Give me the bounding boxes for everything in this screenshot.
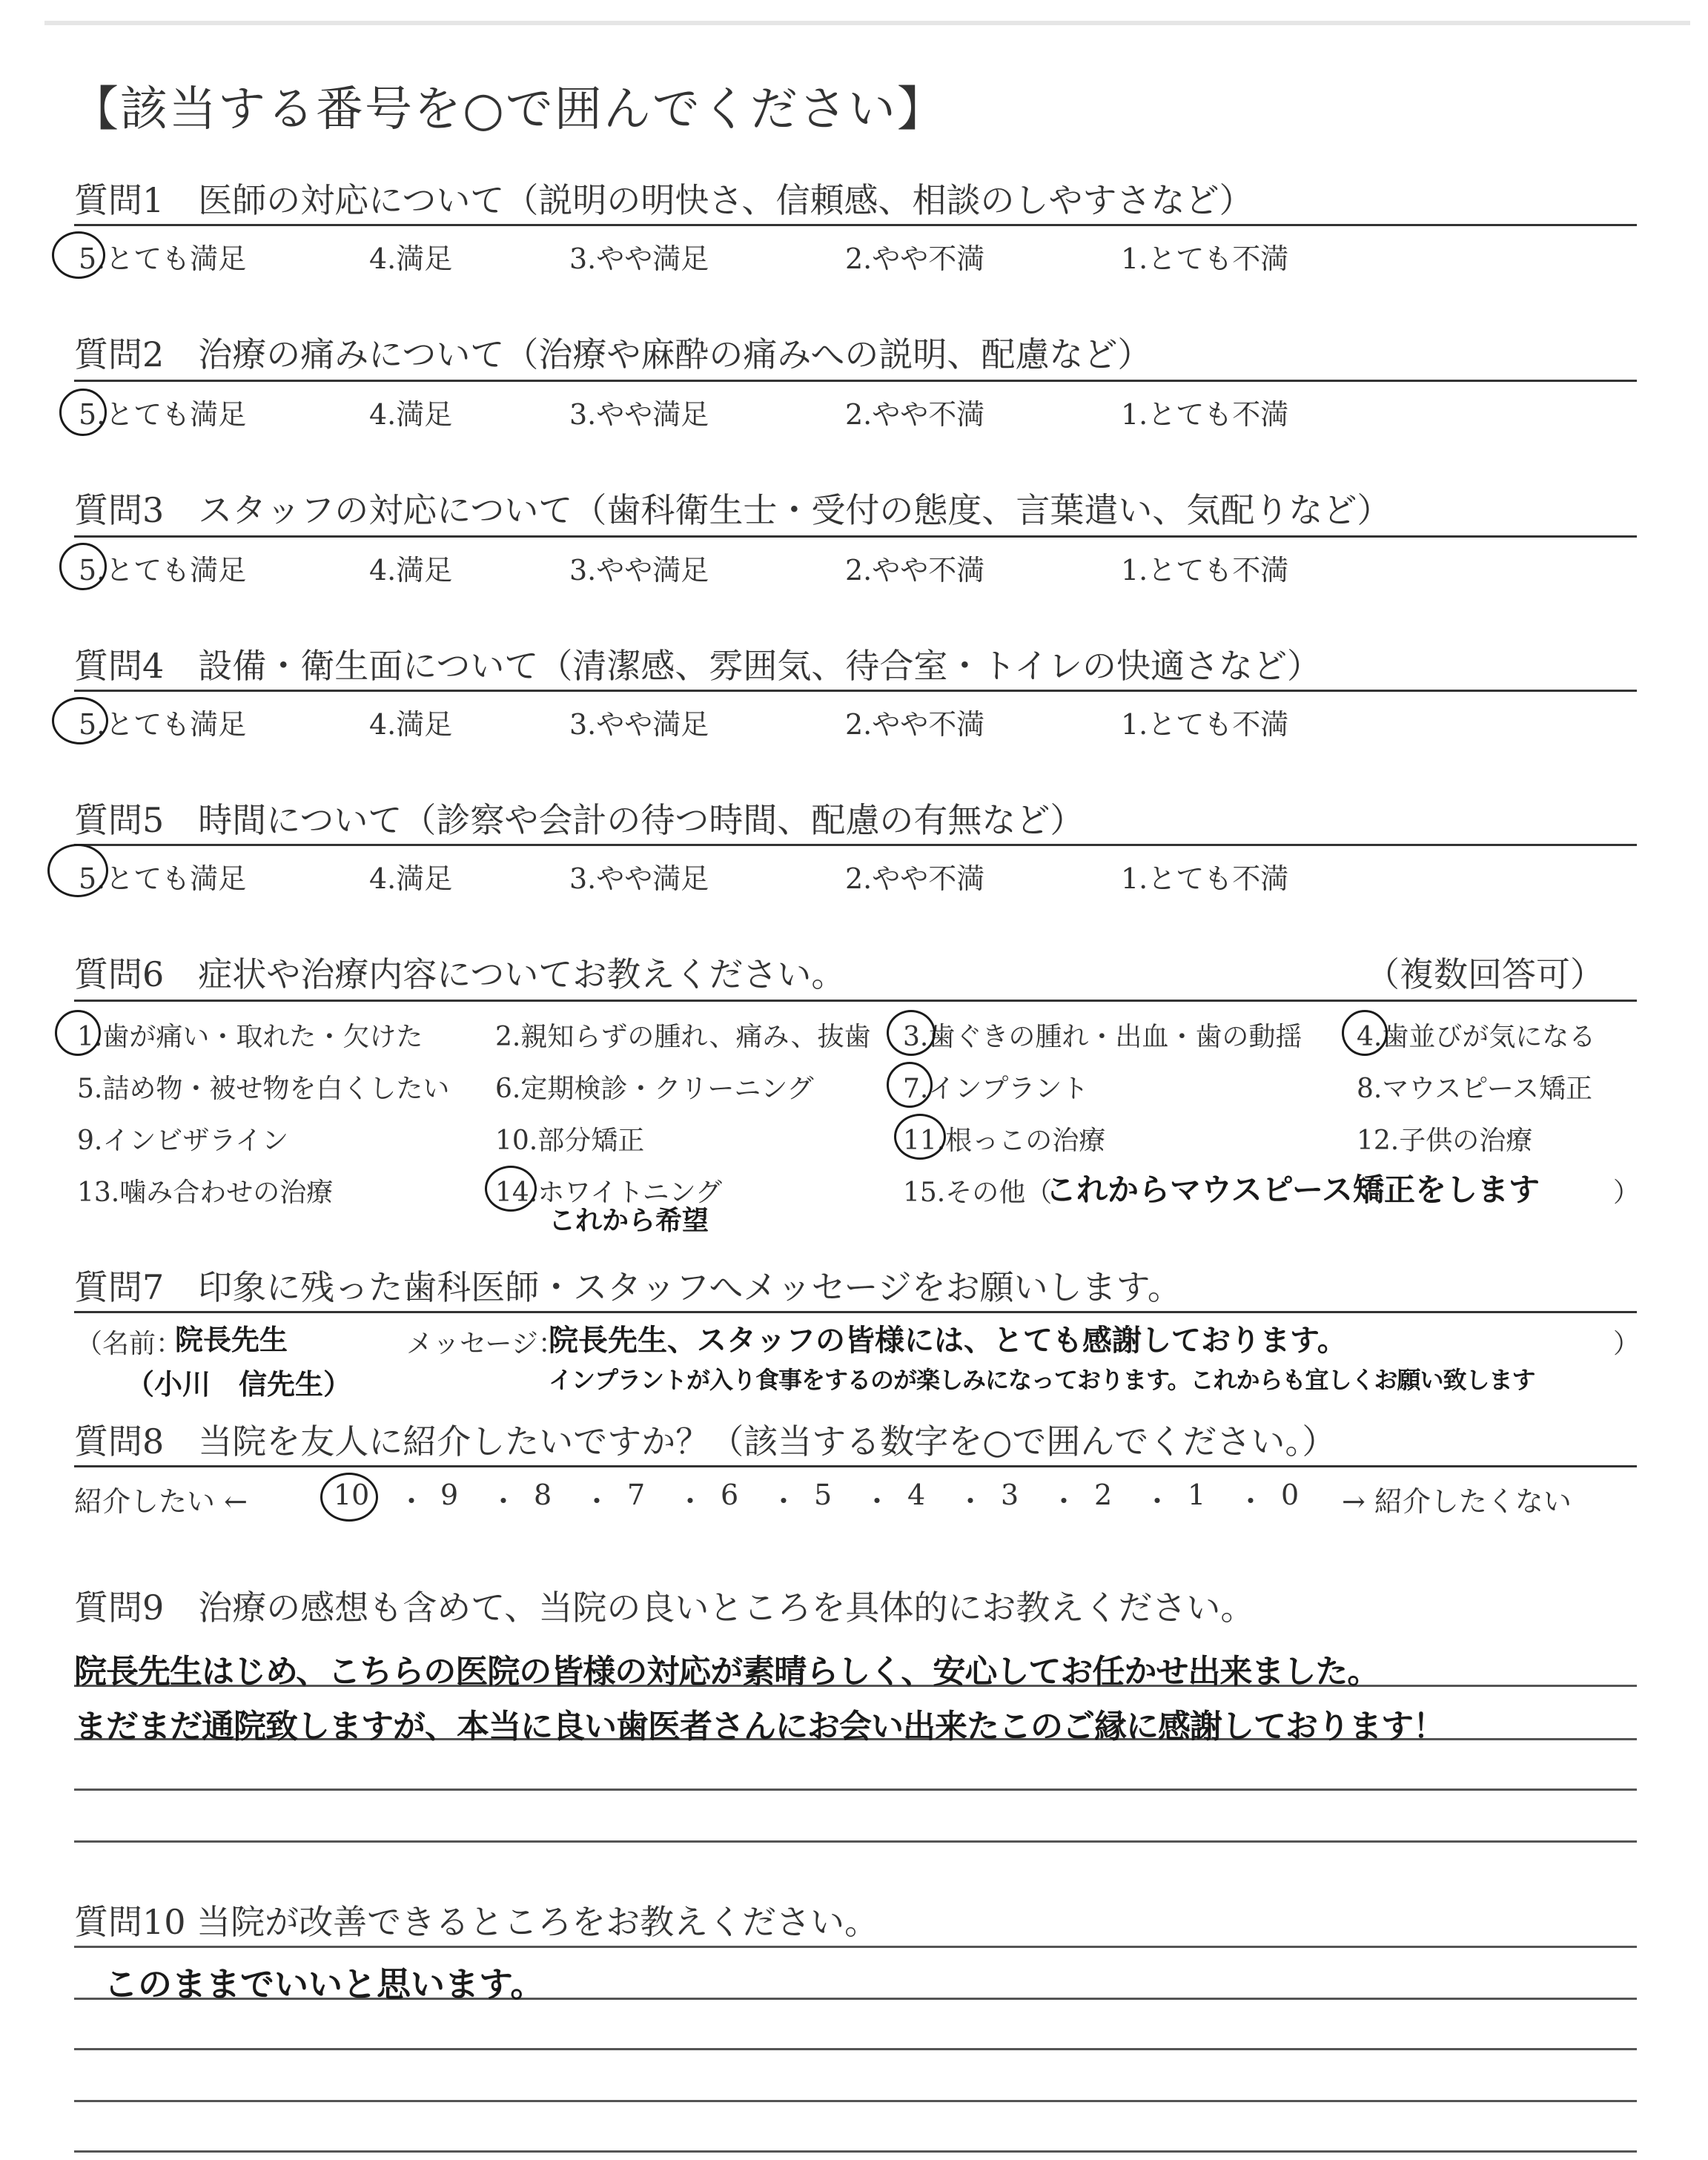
option-q2-5[interactable]: 5.とても満足 <box>79 398 247 431</box>
option-q6-13[interactable]: 13.噛み合わせの治療 <box>77 1178 334 1208</box>
selection-circle <box>52 231 105 279</box>
divider <box>74 1000 1637 1002</box>
option-q2-3[interactable]: 3.やや満足 <box>569 398 709 431</box>
question-7-title: 質問7 印象に残った歯科医師・スタッフへメッセージをお願いします。 <box>74 1267 1182 1307</box>
selection-circle <box>52 697 108 744</box>
handwritten-name-line2: （小川 信先生） <box>126 1368 352 1401</box>
message-close-paren: ） <box>1613 1329 1641 1359</box>
scale-9[interactable]: 9 <box>440 1479 459 1511</box>
option-q4-4[interactable]: 4.満足 <box>369 708 453 741</box>
divider <box>74 535 1637 538</box>
selection-circle <box>59 389 107 436</box>
handwritten-message-line1: 院長先生、スタッフの皆様には、とても感謝しております。 <box>549 1324 1347 1358</box>
scale-separator: ・ <box>863 1485 892 1518</box>
selection-circle <box>485 1166 537 1212</box>
option-q4-2[interactable]: 2.やや不満 <box>845 708 985 741</box>
option-q4-3[interactable]: 3.やや満足 <box>569 708 709 741</box>
handwritten-answer-q10: このままでいいと思います。 <box>104 1964 545 2004</box>
scale-8[interactable]: 8 <box>534 1479 552 1511</box>
option-q3-1[interactable]: 1.とても不満 <box>1121 554 1289 587</box>
answer-line <box>74 1946 1637 1948</box>
scan-edge <box>44 21 1690 25</box>
handwritten-message-line2: インプラントが入り食事をするのが楽しみになっております。これからも宜しくお願い致します <box>549 1366 1535 1394</box>
option-q6-9[interactable]: 9.インビザライン <box>77 1126 289 1156</box>
scale-0[interactable]: 0 <box>1281 1479 1300 1511</box>
scale-6[interactable]: 6 <box>721 1479 739 1511</box>
option-q1-5[interactable]: 5.とても満足 <box>79 242 247 275</box>
scale-right-label: → 紹介したくない <box>1342 1485 1572 1518</box>
selection-circle <box>1342 1010 1388 1056</box>
option-q4-5[interactable]: 5.とても満足 <box>79 708 247 741</box>
selection-circle <box>887 1062 933 1108</box>
question-5-title: 質問5 時間について（診察や会計の待つ時間、配慮の有無など） <box>74 800 1085 840</box>
divider <box>74 1465 1637 1467</box>
option-q5-4[interactable]: 4.満足 <box>369 862 453 895</box>
option-q6-15[interactable]: 15.その他（ <box>903 1178 1053 1208</box>
option-q1-3[interactable]: 3.やや満足 <box>569 242 709 275</box>
selection-circle <box>320 1473 378 1522</box>
selection-circle <box>55 1010 101 1056</box>
divider <box>74 690 1637 692</box>
option-q6-12[interactable]: 12.子供の治療 <box>1357 1126 1533 1156</box>
option-q6-2[interactable]: 2.親知らずの腫れ、痛み、抜歯 <box>495 1022 871 1052</box>
selection-circle <box>894 1114 946 1160</box>
option-q5-1[interactable]: 1.とても不満 <box>1121 862 1289 895</box>
answer-line <box>74 2048 1637 2050</box>
option-q6-1[interactable]: 1.歯が痛い・取れた・欠けた <box>77 1022 423 1052</box>
option-q6-10[interactable]: 10.部分矯正 <box>495 1126 645 1156</box>
question-6-title: 質問6 症状や治療内容についてお教えください。 <box>74 954 846 994</box>
option-q4-1[interactable]: 1.とても不満 <box>1121 708 1289 741</box>
selection-circle <box>887 1010 936 1056</box>
selection-circle <box>47 844 108 897</box>
handwritten-answer-q9-line1: 院長先生はじめ、こちらの医院の皆様の対応が素晴らしく、安心してお任かせ出来ました。 <box>74 1653 1380 1691</box>
scale-separator: ・ <box>676 1485 705 1518</box>
option-q5-5[interactable]: 5.とても満足 <box>79 862 247 895</box>
option-q5-2[interactable]: 2.やや不満 <box>845 862 985 895</box>
question-3-title: 質問3 スタッフの対応について（歯科衛生士・受付の態度、言葉遣い、気配りなど） <box>74 490 1391 530</box>
handwritten-answer-q9-line2: まだまだ通院致しますが、本当に良い歯医者さんにお会い出来たこのご縁に感謝しております！ <box>74 1708 1445 1745</box>
name-label: （名前： <box>76 1329 183 1359</box>
option-q1-2[interactable]: 2.やや不満 <box>845 242 985 275</box>
scale-10[interactable]: 10 <box>334 1479 370 1511</box>
option-q6-4[interactable]: 4.歯並びが気になる <box>1357 1022 1596 1052</box>
scale-2[interactable]: 2 <box>1094 1479 1113 1511</box>
option-q2-4[interactable]: 4.満足 <box>369 398 453 431</box>
scale-separator: ・ <box>956 1485 985 1518</box>
option-q1-1[interactable]: 1.とても不満 <box>1121 242 1289 275</box>
selection-circle <box>59 543 107 590</box>
handwritten-note-whitening: これから希望 <box>549 1206 709 1236</box>
scale-1[interactable]: 1 <box>1188 1479 1206 1511</box>
scale-separator: ・ <box>769 1485 798 1518</box>
question-2-title: 質問2 治療の痛みについて（治療や麻酔の痛みへの説明、配慮など） <box>74 334 1152 374</box>
scale-7[interactable]: 7 <box>627 1479 646 1511</box>
option-q3-2[interactable]: 2.やや不満 <box>845 554 985 587</box>
scale-3[interactable]: 3 <box>1001 1479 1019 1511</box>
message-label: メッセージ： <box>406 1329 565 1359</box>
answer-line <box>74 2100 1637 2102</box>
question-4-title: 質問4 設備・衛生面について（清潔感、雰囲気、待合室・トイレの快適さなど） <box>74 646 1322 686</box>
question-9-title: 質問9 治療の感想も含めて、当院の良いところを具体的にお教えください。 <box>74 1588 1255 1628</box>
scale-separator: ・ <box>583 1485 612 1518</box>
option-q3-5[interactable]: 5.とても満足 <box>79 554 247 587</box>
divider <box>74 1311 1637 1313</box>
option-q6-15-close: ） <box>1613 1178 1641 1208</box>
question-6-note: （複数回答可） <box>1366 954 1604 994</box>
question-1-title: 質問1 医師の対応について（説明の明快さ、信頼感、相談のしやすさなど） <box>74 180 1254 220</box>
divider <box>74 844 1637 846</box>
scale-separator: ・ <box>397 1485 426 1518</box>
answer-line <box>74 2150 1637 2153</box>
option-q3-4[interactable]: 4.満足 <box>369 554 453 587</box>
option-q2-2[interactable]: 2.やや不満 <box>845 398 985 431</box>
scale-5[interactable]: 5 <box>814 1479 833 1511</box>
option-q6-5[interactable]: 5.詰め物・被せ物を白くしたい <box>77 1074 450 1104</box>
answer-line <box>74 1840 1637 1843</box>
divider <box>74 380 1637 382</box>
option-q6-11[interactable]: 11.根っこの治療 <box>903 1126 1106 1156</box>
option-q5-3[interactable]: 3.やや満足 <box>569 862 709 895</box>
scale-separator: ・ <box>1237 1485 1265 1518</box>
question-10-title: 質問10 当院が改善できるところをお教えください。 <box>74 1902 879 1942</box>
option-q6-3[interactable]: 3.歯ぐきの腫れ・出血・歯の動揺 <box>903 1022 1302 1052</box>
option-q6-14[interactable]: 14.ホワイトニング <box>495 1178 723 1208</box>
option-q3-3[interactable]: 3.やや満足 <box>569 554 709 587</box>
handwritten-other-answer: これからマウスピース矯正をします <box>1045 1172 1540 1208</box>
handwritten-name-line1: 院長先生 <box>175 1324 288 1356</box>
option-q2-1[interactable]: 1.とても不満 <box>1121 398 1289 431</box>
question-8-title: 質問8 当院を友人に紹介したいですか？（該当する数字を○で囲んでください。） <box>74 1421 1337 1462</box>
option-q1-4[interactable]: 4.満足 <box>369 242 453 275</box>
divider <box>74 224 1637 226</box>
scale-separator: ・ <box>1143 1485 1172 1518</box>
page-title: 【該当する番号を○で囲んでください】 <box>71 82 946 137</box>
answer-line <box>74 1789 1637 1791</box>
scale-separator: ・ <box>489 1485 518 1518</box>
scale-4[interactable]: 4 <box>907 1479 926 1511</box>
scale-separator: ・ <box>1050 1485 1079 1518</box>
option-q6-7[interactable]: 7.インプラント <box>903 1074 1089 1104</box>
option-q6-8[interactable]: 8.マウスピース矯正 <box>1357 1074 1593 1104</box>
option-q6-6[interactable]: 6.定期検診・クリーニング <box>495 1074 814 1104</box>
scale-left-label: 紹介したい ← <box>74 1485 248 1518</box>
